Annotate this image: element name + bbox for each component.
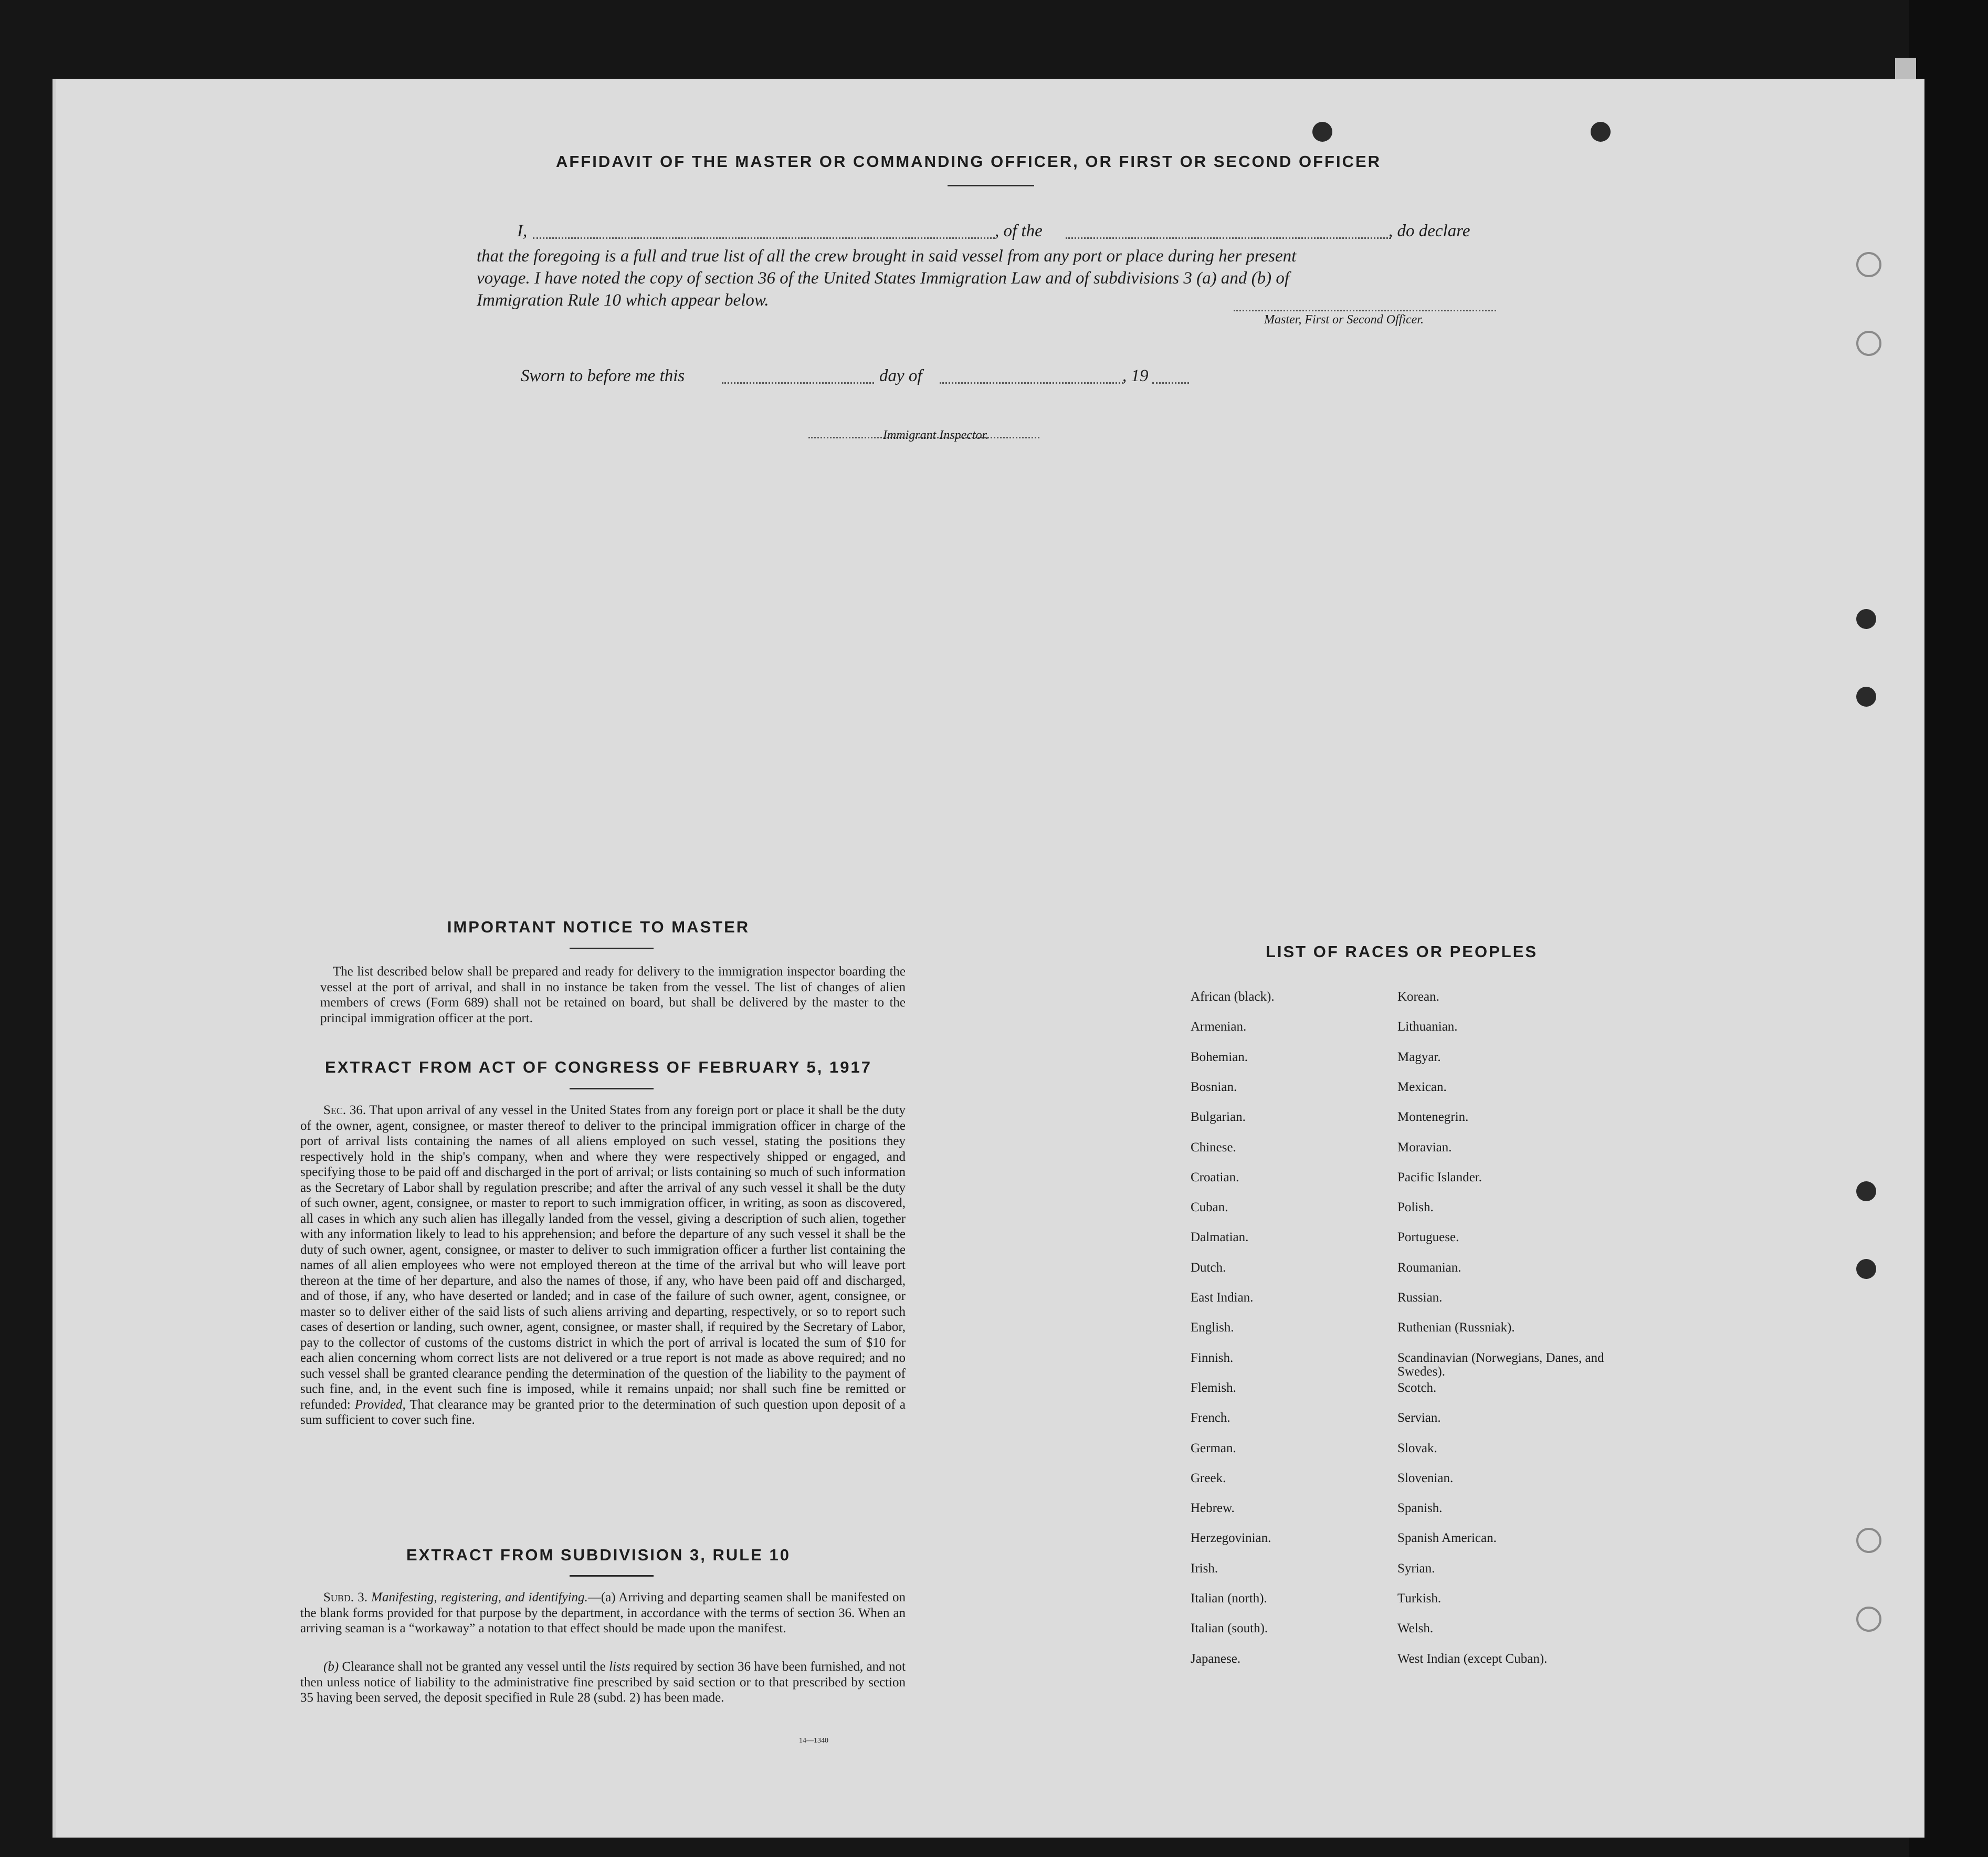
- vessel-name-field[interactable]: [1066, 237, 1391, 239]
- act-section-label: Sec. 36.: [323, 1103, 366, 1117]
- act-title: EXTRACT FROM ACT OF CONGRESS OF FEBRUARY 5, 1917: [325, 1058, 872, 1076]
- sworn-year-prefix: , 19: [1122, 366, 1149, 385]
- race-list-item: Irish.: [1191, 1561, 1218, 1576]
- punch-hole-icon: [1591, 122, 1611, 142]
- race-list-item: Dutch.: [1191, 1260, 1226, 1275]
- race-list-item: Japanese.: [1191, 1651, 1241, 1666]
- race-list-item: Dalmatian.: [1191, 1230, 1249, 1245]
- race-list-item: Servian.: [1397, 1411, 1441, 1425]
- sworn-month-field[interactable]: [940, 382, 1123, 384]
- master-name-field[interactable]: [533, 237, 995, 239]
- sworn-day-field[interactable]: [722, 382, 874, 384]
- race-list-item: Montenegrin.: [1397, 1110, 1469, 1125]
- subdivision-title: EXTRACT FROM SUBDIVISION 3, RULE 10: [406, 1546, 791, 1564]
- act-rule: [570, 1088, 654, 1089]
- race-list-item: Portuguese.: [1397, 1230, 1459, 1245]
- act-body-end: That clearance may be granted prior to the determination of such question upon deposit of a sum sufficient to cover such fine.: [300, 1397, 906, 1427]
- sworn-year-field[interactable]: [1152, 382, 1189, 384]
- race-list-item: Turkish.: [1397, 1591, 1442, 1606]
- race-list-item: Chinese.: [1191, 1140, 1236, 1155]
- notice-title: IMPORTANT NOTICE TO MASTER: [447, 918, 750, 936]
- race-list-item: Croatian.: [1191, 1170, 1239, 1184]
- affidavit-line-1b: , of the: [995, 222, 1043, 240]
- race-list-item: East Indian.: [1191, 1291, 1254, 1305]
- inspector-signature-label: Immigrant Inspector.: [883, 428, 989, 442]
- master-signature-label: Master, First or Second Officer.: [1264, 313, 1424, 327]
- race-list-item: Cuban.: [1191, 1200, 1228, 1215]
- race-list-item: Greek.: [1191, 1471, 1226, 1485]
- affidavit-line-3: voyage. I have noted the copy of section 36 of the United States Immigration Law and of subdivisions 3 (a) and (b) of: [477, 269, 1290, 288]
- subdivision-a-text: Arriving and departing seamen shall be manifested on the blank forms provided for that purpose by the department, in accordance with the terms of section 36. When an arriving seaman is a “workaway” a notation to that effect should be made upon the manifest.: [300, 1590, 906, 1635]
- subdivision-b-text-2: required by section 36 have been furnished, and not then unless notice of liability to the administrative fine prescribed by said section or to that prescribed by section 35 having been served, the deposit specified in Rule 28 (subd. 2) has been made.: [300, 1660, 906, 1705]
- race-list-item: Welsh.: [1397, 1621, 1434, 1636]
- race-list-item: Russian.: [1397, 1291, 1443, 1305]
- race-list-item: English.: [1191, 1320, 1234, 1335]
- document-page: [52, 79, 1924, 1838]
- act-text: [300, 1103, 906, 1428]
- affidavit-title: AFFIDAVIT OF THE MASTER OR COMMANDING OFFICER, OR FIRST OR SECOND OFFICER: [555, 152, 1382, 171]
- race-list-item: Polish.: [1397, 1200, 1434, 1215]
- subdivision-b-mark: (b): [323, 1660, 339, 1674]
- subdivision-part-a: [300, 1590, 906, 1636]
- race-list-item: Spanish.: [1397, 1501, 1443, 1516]
- race-list-item: Bosnian.: [1191, 1079, 1237, 1094]
- race-list-item: Hebrew.: [1191, 1501, 1235, 1516]
- act-body: That upon arrival of any vessel in the United States from any foreign port or place it shall be the duty of the owner, agent, consignee, or master thereof to deliver to the principal immigration officer in charge of the port of arrival lists containing the names of all aliens employed on such vessel, stating the positions they respectively hold in the ship's company, when and where they were respectively shipped or engaged, and specifying those to be paid off and discharged in the port of arrival; or lists containing so much of such information as the Secretary of Labor shall by regulation prescribe; and after the arrival of any such vessel it shall be the duty of such owner, agent, consignee, or master to report to such immigration officer, in writing, as soon as discovered, all cases in which any such alien has illegally landed from the vessel, giving a description of such alien, together with any information likely to lead to his apprehension; and before the departure of any such vessel it shall be the duty of such owner, agent, consignee, or master to deliver to such immigration officer a further list containing the names of all alien employees who were not employed thereon at the time of the arrival but who will leave port thereon at the time of her departure, and also the names of those, if any, who have been paid off and discharged, and of those, if any, who have deserted or landed; and in case of the failure of such owner, agent, consignee, or master so to deliver either of the said lists of such aliens arriving and departing, respectively, or so to report such cases of desertion or landing, such owner, agent, consignee, or master shall, if required by the Secretary of Labor, pay to the collector of customs of the customs district in which the port of arrival is located the sum of $10 for each alien concerning whom correct lists are not delivered or a true report is not made as above required; and no such vessel shall be granted clearance pending the determination of the question of the liability to the payment of such fine, and, in the event such fine is imposed, while it remains unpaid; nor shall such fine be remitted or refunded:: [300, 1103, 906, 1412]
- race-list-item: Slovak.: [1397, 1441, 1437, 1455]
- subdivision-rule: [570, 1575, 654, 1577]
- sworn-text: Sworn to before me this: [521, 366, 685, 385]
- race-list-item: Flemish.: [1191, 1380, 1236, 1395]
- reinforcement-ring-icon: [1856, 331, 1881, 356]
- subdivision-b-lists: lists: [609, 1660, 630, 1674]
- subdivision-b-text-1: Clearance shall not be granted any vessel until the: [342, 1660, 606, 1674]
- title-rule: [948, 185, 1034, 186]
- race-list-item: Scotch.: [1397, 1380, 1437, 1395]
- race-list-item: Moravian.: [1397, 1140, 1452, 1155]
- race-list-item: Lithuanian.: [1397, 1020, 1458, 1034]
- race-list-item: Herzegovinian.: [1191, 1531, 1271, 1546]
- race-list-item: Syrian.: [1397, 1561, 1435, 1576]
- race-list-item: African (black).: [1191, 990, 1275, 1004]
- race-list-item: Italian (south).: [1191, 1621, 1268, 1636]
- race-list-item: French.: [1191, 1411, 1230, 1425]
- punch-hole-icon: [1856, 609, 1876, 629]
- race-list-item: Slovenian.: [1397, 1471, 1454, 1485]
- affidavit-line-1c: , do declare: [1389, 222, 1470, 240]
- reinforcement-ring-icon: [1856, 1528, 1881, 1553]
- race-list-item: Korean.: [1397, 990, 1439, 1004]
- subdivision-heading: Manifesting, registering, and identifying.: [371, 1590, 588, 1604]
- race-list-item: Mexican.: [1397, 1079, 1447, 1094]
- race-list-item: Scandinavian (Norwegians, Danes, and Swedes).: [1397, 1350, 1604, 1379]
- race-list-item: West Indian (except Cuban).: [1397, 1651, 1548, 1666]
- master-signature-field[interactable]: [1234, 310, 1496, 311]
- act-provided: Provided,: [354, 1397, 406, 1412]
- race-list-item: Finnish.: [1191, 1350, 1234, 1365]
- notice-rule: [570, 948, 654, 949]
- race-list-item: Bohemian.: [1191, 1050, 1248, 1064]
- punch-hole-icon: [1856, 687, 1876, 707]
- subdivision-label: Subd. 3.: [323, 1590, 368, 1604]
- affidavit-line-4: Immigration Rule 10 which appear below.: [477, 291, 769, 310]
- punch-hole-icon: [1856, 1259, 1876, 1279]
- race-list-item: Ruthenian (Russniak).: [1397, 1320, 1515, 1335]
- punch-hole-icon: [1312, 122, 1332, 142]
- reinforcement-ring-icon: [1856, 252, 1881, 277]
- affidavit-line-2: that the foregoing is a full and true list of all the crew brought in said vessel from any port or place during her present: [477, 247, 1297, 266]
- subdivision-part-b: [300, 1659, 906, 1706]
- subdivision-a-mark: —(a): [587, 1590, 616, 1604]
- punch-hole-icon: [1856, 1181, 1876, 1201]
- race-list-item: Italian (north).: [1191, 1591, 1267, 1606]
- race-list-item: Roumanian.: [1397, 1260, 1461, 1275]
- reinforcement-ring-icon: [1856, 1607, 1881, 1632]
- races-title: LIST OF RACES OR PEOPLES: [1265, 942, 1538, 961]
- race-list-item: Spanish American.: [1397, 1531, 1497, 1546]
- affidavit-line-1a: I,: [517, 222, 528, 240]
- race-list-item: Armenian.: [1191, 1020, 1247, 1034]
- race-list-item: Pacific Islander.: [1397, 1170, 1482, 1184]
- race-list-item: Bulgarian.: [1191, 1110, 1246, 1125]
- form-number: 14—1340: [799, 1737, 828, 1745]
- race-list-item: Magyar.: [1397, 1050, 1441, 1064]
- notice-text: The list described below shall be prepared and ready for delivery to the immigration inspector boarding the vessel at the port of arrival, and shall in no instance be taken from the vessel. The list of changes of alien members of crews (Form 689) shall not be retained on board, but shall be delivered by the master to the principal immigration officer at the port.: [320, 964, 906, 1025]
- race-list-item: German.: [1191, 1441, 1236, 1455]
- sworn-day-of: day of: [879, 366, 922, 385]
